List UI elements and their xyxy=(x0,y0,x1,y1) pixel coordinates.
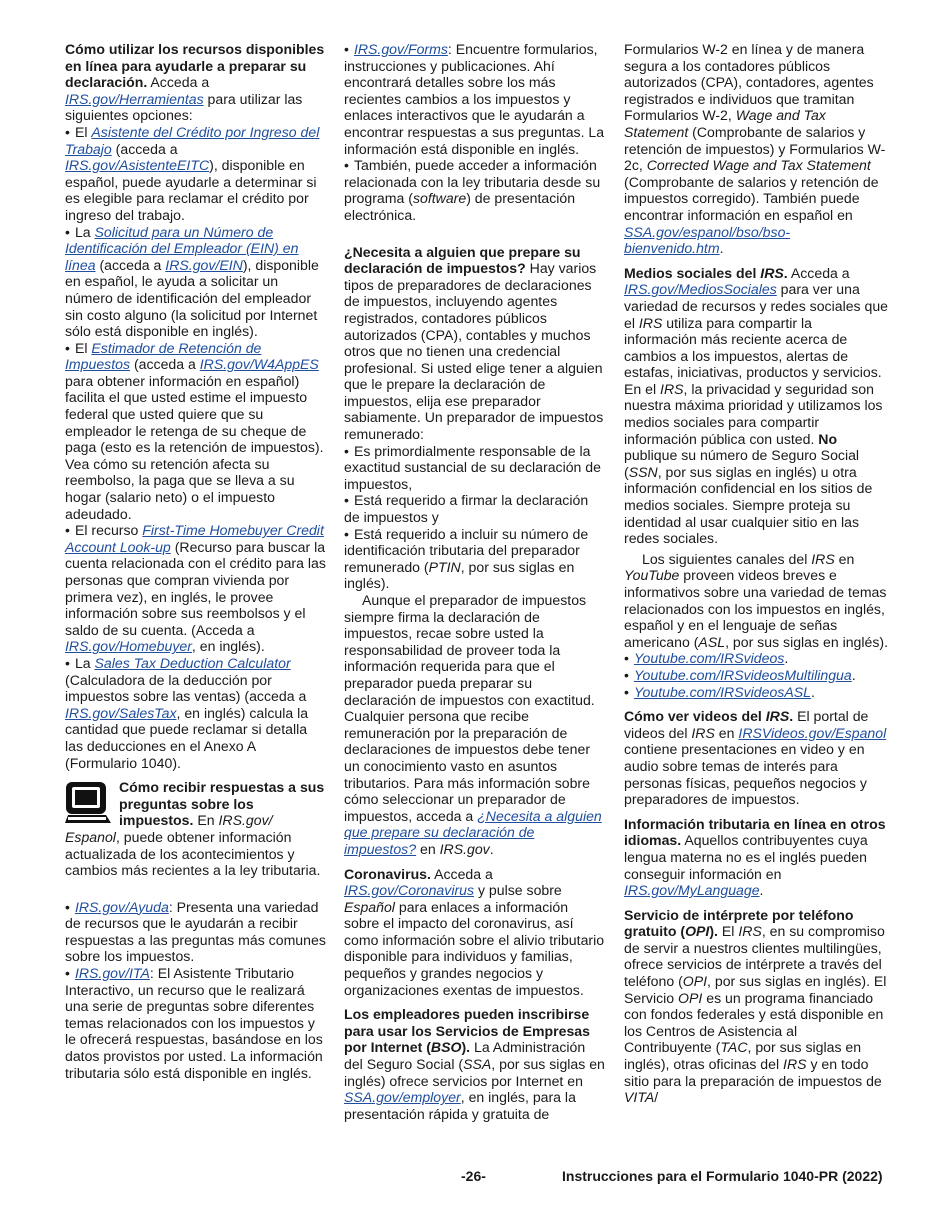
irs-forms-item: • IRS.gov/Forms: Encuentre formularios, instrucciones y publicaciones. Ahí encontrará detalles sobre los más recientes cambios a los impuestos y enlaces interactivos que le ayudarán a encontrar respuestas a sus preguntas. La información está disponible en inglés. xyxy=(344,41,606,157)
youtube-asl-link[interactable]: Youtube.com/IRSvideosASL xyxy=(633,683,811,700)
languages-heading: Información tributaria en línea en otros idiomas. xyxy=(624,815,886,849)
social-media-paragraph: Medios sociales del IRS. Acceda a IRS.gov/MediosSociales para ver una variedad de recursos y redes sociales que el IRS utiliza para compartir la información más reciente acerca de cambios a los impuestos, alertas de estafas, iniciativas, productos y servicios. En el IRS, la privacidad y seguridad son nuestra máxima prioridad y utilizamos los medios sociales para compartir información pública con usted. No publique su número de Seguro Social (SSN, por sus siglas en inglés) u otra información confidencial en los sitios de medios sociales. Siempre proteja su identidad al usar cualquier sitio en las redes sociales. xyxy=(624,264,889,547)
answers-paragraph: Cómo recibir respuestas a sus preguntas sobre los impuestos. En IRS.gov/ Espanol, puede obtener información actualizada de los acontecimientos y cambios más recientes a la ley tributaria. xyxy=(65,779,325,879)
irs-coronavirus-link[interactable]: IRS.gov/Coronavirus xyxy=(344,882,475,899)
eitc-assistant-link[interactable]: Asistente del Crédito por Ingreso del Trabajo xyxy=(65,123,320,157)
online-resources-paragraph: Cómo utilizar los recursos disponibles en línea para ayudarle a preparar su declaración. Acceda a IRS.gov/Herramientas para utilizar las siguientes opciones: xyxy=(65,41,325,124)
sales-tax-calculator-link[interactable]: Sales Tax Deduction Calculator xyxy=(94,654,291,671)
ein-application-link[interactable]: Solicitud para un Número de Identificación del Empleador (EIN) en línea xyxy=(65,223,299,273)
preparer-duty-1: • Es primordialmente responsable de la exactitud sustancial de su declaración de impuestos, xyxy=(344,443,606,493)
irs-ayuda-item: • IRS.gov/Ayuda: Presenta una variedad de recursos que le ayudarán a recibir respuestas a las preguntas más comunes sobre los impuestos. xyxy=(65,899,327,965)
preparer-heading: ¿Necesita a alguien que prepare su declaración de impuestos? xyxy=(344,243,581,277)
footer-form-title: Instrucciones para el Formulario 1040-PR (2022) xyxy=(562,1168,883,1184)
youtube-item-3: • Youtube.com/IRSvideosASL. xyxy=(624,684,888,701)
irs-ita-link[interactable]: IRS.gov/ITA xyxy=(74,965,150,982)
sales-tax-calculator-item: • La Sales Tax Deduction Calculator (Calculadora de la deducción por impuestos sobre las ventas) (acceda a IRS.gov/SalesTax, en inglés) calcula la cantidad que puede reclamar si detalla las deducciones en el Anexo A (Formulario 1040). xyxy=(65,655,327,771)
computer-callout xyxy=(65,779,327,879)
preparer-responsibility-paragraph: Aunque el preparador de impuestos siempre firma la declaración de impuestos, recae sobre usted la responsabilidad de proveer toda la información requerida para que el preparador pueda preparar su declaración de impuestos con exactitud. Cualquier persona que recibe remuneración por la preparación de declaraciones de impuestos debe tener un conocimiento vasto en asuntos tributarios. Para más información sobre cómo seleccionar un preparador de impuestos, acceda a ¿Necesita a alguien que prepare su declaración de impuestos? en IRS.gov. xyxy=(344,592,602,857)
w4appes-link[interactable]: IRS.gov/W4AppES xyxy=(199,356,319,373)
youtube-item-1: • Youtube.com/IRSvideos. xyxy=(624,650,888,667)
opi-paragraph: Servicio de intérprete por teléfono gratuito (OPI). El IRS, en su compromiso de servir a nuestros clientes multilingües, ofrece servicios de intérprete a través del teléfono (OPI, por sus siglas en inglés). El Servicio OPI es un programa financiado con fondos federales y está disponible en los Centros de Asistencia al Contribuyente (TAC, por sus siglas en inglés), otras oficinas del IRS y en todo sitio para la preparación de impuestos de VITA/ xyxy=(624,906,887,1106)
preparer-duty-3: • Está requerido a incluir su número de identificación tributaria del preparador remunerado (PTIN, por sus siglas en inglés). xyxy=(344,526,606,592)
computer-icon xyxy=(65,781,111,825)
irsvideos-espanol-link[interactable]: IRSVideos.gov/Espanol xyxy=(738,724,887,741)
withholding-estimator-item: • El Estimador de Retención de Impuestos (acceda a IRS.gov/W4AppES para obtener información en español) facilita el que usted estime el impuesto federal que usted quiere que su empleador le retenga de su cheque de paga (esto es la retención de impuestos). Vea cómo su retención afecta su reembolso, la paga que se lleva a su hogar (salario neto) o el impuesto adeudado. xyxy=(65,340,327,523)
coronavirus-heading: Coronavirus. xyxy=(344,865,431,882)
online-resources-heading: Cómo utilizar los recursos disponibles en línea para ayudarle a preparar su declaración. xyxy=(65,41,325,91)
medios-sociales-link[interactable]: IRS.gov/MediosSociales xyxy=(624,281,777,298)
eitc-assistant-item: • El Asistente del Crédito por Ingreso del Trabajo (acceda a IRS.gov/AsistenteEITC), disponible en español, puede ayudarle a determinar si es elegible para reclamar el crédito por ingreso del trabajo. xyxy=(65,124,327,224)
homebuyer-lookup-item: • El recurso First-Time Homebuyer Credit Account Look-up (Recurso para buscar la cuenta relacionada con el crédito para las personas que compran vivienda por primera vez), en inglés, le provee información sobre sus reembolsos y el saldo de su cuenta. (Acceda a IRS.gov/Homebuyer, en inglés). xyxy=(65,522,327,655)
preparer-paragraph: ¿Necesita a alguien que prepare su declaración de impuestos? Hay varios tipos de preparadores de declaraciones de impuestos, incluyendo agentes registrados, contadores públicos autorizados (CPA), contables y muchos otros que no tienen una credencial profesional. Si usted elige tener a alguien que le prepare la declaración de impuestos, elija ese preparador sabiamente. Un preparador de impuestos remunerado: xyxy=(344,243,604,443)
choose-preparer-link[interactable]: ¿Necesita a alguien que prepare su declaración de impuestos? xyxy=(344,807,602,857)
withholding-estimator-link[interactable]: Estimador de Retención de Impuestos xyxy=(65,339,262,373)
opi-heading: Servicio de intérprete por teléfono gratuito (OPI). xyxy=(624,906,854,940)
coronavirus-paragraph: Coronavirus. Acceda a IRS.gov/Coronavirus y pulse sobre Español para enlaces a información sobre el impacto del coronavirus, así como información sobre el alivio tributario disponible para individuos y familias, pequeños y grandes negocios y organizaciones exentas de impuestos. xyxy=(344,865,605,998)
herramientas-link[interactable]: IRS.gov/Herramientas xyxy=(65,90,204,107)
youtube-multilingua-link[interactable]: Youtube.com/IRSvideosMultilingua xyxy=(633,666,852,683)
ssa-employer-link[interactable]: SSA.gov/employer xyxy=(344,1089,461,1106)
videos-paragraph: Cómo ver videos del IRS. El portal de videos del IRS en IRSVideos.gov/Espanol contiene presentaciones en video y en audio sobre temas de interés para personas físicas, pequeños negocios y preparadores de impuestos. xyxy=(624,708,887,808)
irs-ein-link[interactable]: IRS.gov/EIN xyxy=(165,256,243,273)
irs-salestax-link[interactable]: IRS.gov/SalesTax xyxy=(65,704,177,721)
asistente-eitc-link[interactable]: IRS.gov/AsistenteEITC xyxy=(65,157,210,174)
column-1 xyxy=(65,41,327,1081)
ein-application-item: • La Solicitud para un Número de Identificación del Empleador (EIN) en línea (acceda a IRS.gov/EIN), disponible en español, le ayuda a solicitar un número de identificación del empleador sin costo alguno (la solicitud por Internet sólo está disponible en inglés). xyxy=(65,224,327,340)
youtube-item-2: • Youtube.com/IRSvideosMultilingua. xyxy=(624,667,888,684)
irs-ayuda-link[interactable]: IRS.gov/Ayuda xyxy=(74,898,169,915)
ssa-bso-link[interactable]: SSA.gov/espanol/bso/bso-bienvenido.htm xyxy=(624,223,791,257)
column-2 xyxy=(344,41,606,1122)
bso-heading: Los empleadores pueden inscribirse para usar los Servicios de Empresas por Internet (BSO). xyxy=(344,1006,590,1056)
videos-heading: Cómo ver videos del IRS. xyxy=(624,708,794,725)
w2-paragraph: Formularios W-2 en línea y de manera segura a los contadores públicos autorizados (CPA), contadores, agentes registrados e individuos que tramitan Formularios W-2, Wage and Tax Statement (Comprobante de salarios y retención de impuestos) y Formularios W-2c, Corrected Wage and Tax Statement (Comprobante de salarios y retención de impuestos corregido). También puede encontrar información en español en SSA.gov/espanol/bso/bso-bienvenido.htm. xyxy=(624,41,886,257)
column-3 xyxy=(624,41,888,1106)
irs-homebuyer-link[interactable]: IRS.gov/Homebuyer xyxy=(65,638,192,655)
page-number: -26- xyxy=(461,1168,486,1184)
irs-forms-link[interactable]: IRS.gov/Forms xyxy=(353,41,448,57)
my-language-link[interactable]: IRS.gov/MyLanguage xyxy=(624,882,760,899)
bso-paragraph: Los empleadores pueden inscribirse para usar los Servicios de Empresas por Internet (BSO). La Administración del Seguro Social (SSA, por sus siglas en inglés) ofrece servicios por Internet en SSA.gov/employer, en inglés, para la presentación rápida y gratuita de xyxy=(344,1006,605,1122)
social-media-heading: Medios sociales del IRS. xyxy=(624,264,788,281)
youtube-paragraph: Los siguientes canales del IRS en YouTube proveen videos breves e informativos sobre una variedad de temas relacionados con los impuestos en inglés, español y en el lenguaje de señas americano (ASL, por sus siglas en inglés). xyxy=(624,550,889,650)
languages-paragraph: Información tributaria en línea en otros idiomas. Aquellos contribuyentes cuya lengua materna no es el inglés pueden conseguir información en IRS.gov/MyLanguage. xyxy=(624,815,886,899)
answers-heading: Cómo recibir respuestas a sus preguntas sobre los impuestos. xyxy=(119,779,325,829)
preparer-duty-2: • Está requerido a firmar la declaración de impuestos y xyxy=(344,492,606,525)
software-item: • También, puede acceder a información relacionada con la ley tributaria desde su programa (software) de presentación electrónica. xyxy=(344,157,606,223)
irs-ita-item: • IRS.gov/ITA: El Asistente Tributario Interactivo, un recurso que le realizará una serie de preguntas sobre diferentes temas relacionados con los impuestos y le ofrecerá respuestas, basándose en los datos provistos por usted. La información tributaria sólo está disponible en inglés. xyxy=(65,965,327,1081)
youtube-irsvideos-link[interactable]: Youtube.com/IRSvideos xyxy=(633,650,785,667)
homebuyer-lookup-link[interactable]: First-Time Homebuyer Credit Account Look-up xyxy=(65,522,324,555)
